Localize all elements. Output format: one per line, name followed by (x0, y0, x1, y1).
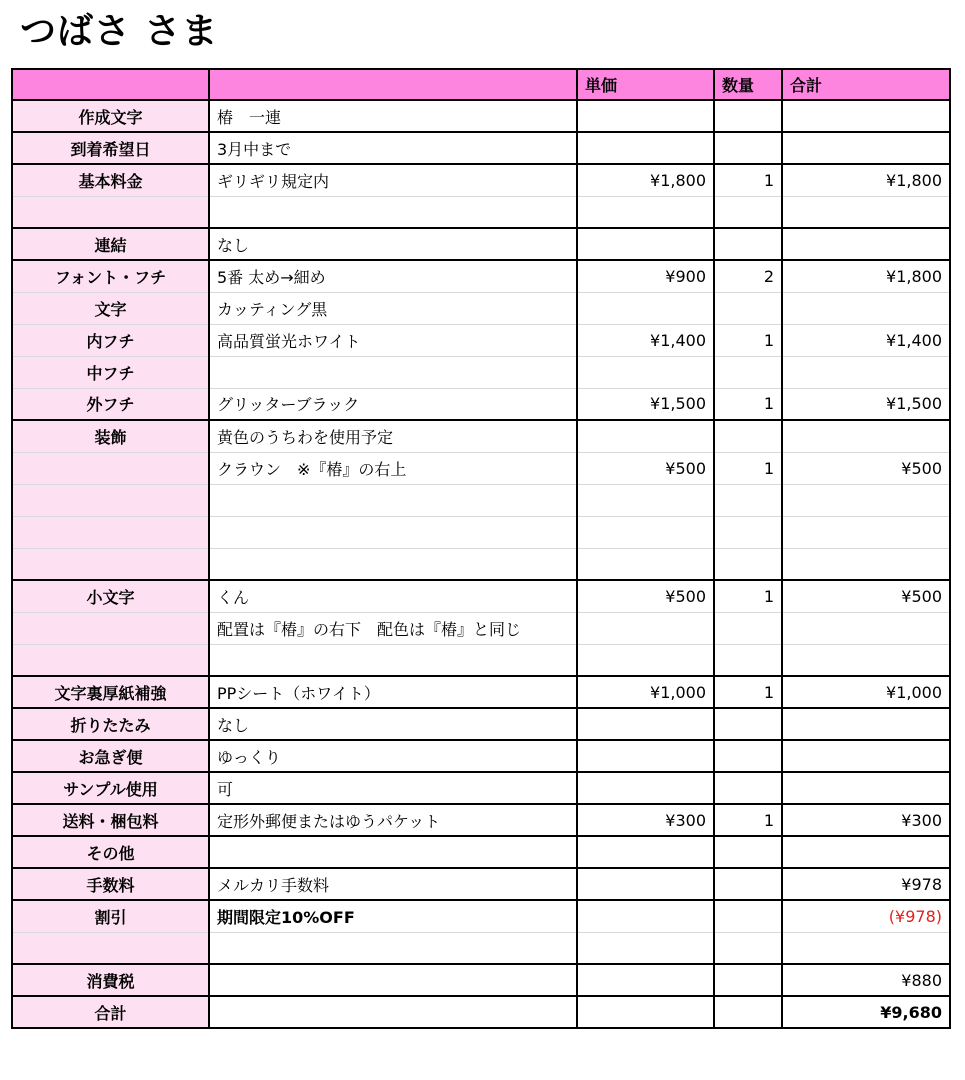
row-quantity (714, 548, 782, 580)
row-quantity (714, 420, 782, 452)
row-description: 椿 一連 (209, 100, 577, 132)
header-total: 合計 (782, 69, 950, 100)
table-row (12, 740, 950, 772)
row-description (209, 932, 577, 964)
row-description: メルカリ手数料 (209, 868, 577, 900)
row-label: その他 (12, 836, 209, 868)
table-row (12, 100, 950, 132)
row-description (209, 644, 577, 676)
row-label: 文字 (12, 292, 209, 324)
row-quantity: 1 (714, 324, 782, 356)
row-unit-price (577, 996, 714, 1028)
row-quantity (714, 356, 782, 388)
row-description: くん (209, 580, 577, 612)
row-description: ゆっくり (209, 740, 577, 772)
row-total: ¥1,500 (782, 388, 950, 420)
row-description: 期間限定10%OFF (209, 900, 577, 932)
table-row (12, 516, 950, 548)
row-label: お急ぎ便 (12, 740, 209, 772)
row-total (782, 196, 950, 228)
row-quantity (714, 132, 782, 164)
row-unit-price: ¥1,500 (577, 388, 714, 420)
row-quantity (714, 868, 782, 900)
row-unit-price (577, 356, 714, 388)
row-label: 合計 (12, 996, 209, 1028)
row-unit-price: ¥1,800 (577, 164, 714, 196)
row-unit-price (577, 900, 714, 932)
row-unit-price (577, 228, 714, 260)
row-description: 黄色のうちわを使用予定 (209, 420, 577, 452)
row-label: 消費税 (12, 964, 209, 996)
table-row (12, 996, 950, 1028)
table-row (12, 836, 950, 868)
row-description: 高品質蛍光ホワイト (209, 324, 577, 356)
row-label (12, 644, 209, 676)
table-row (12, 196, 950, 228)
row-unit-price: ¥900 (577, 260, 714, 292)
row-total (782, 292, 950, 324)
row-unit-price (577, 708, 714, 740)
row-quantity (714, 740, 782, 772)
row-unit-price (577, 772, 714, 804)
row-label (12, 932, 209, 964)
row-description: グリッターブラック (209, 388, 577, 420)
row-quantity (714, 100, 782, 132)
row-label: 基本料金 (12, 164, 209, 196)
row-description (209, 548, 577, 580)
row-total (782, 420, 950, 452)
row-label: 到着希望日 (12, 132, 209, 164)
row-label (12, 452, 209, 484)
header-row (12, 69, 950, 100)
row-quantity: 1 (714, 452, 782, 484)
row-quantity (714, 612, 782, 644)
row-unit-price: ¥1,400 (577, 324, 714, 356)
row-quantity: 1 (714, 388, 782, 420)
row-label: 手数料 (12, 868, 209, 900)
row-total: (¥978) (782, 900, 950, 932)
row-description (209, 836, 577, 868)
row-total (782, 612, 950, 644)
row-unit-price (577, 836, 714, 868)
row-label: フォント・フチ (12, 260, 209, 292)
row-label (12, 484, 209, 516)
row-description (209, 356, 577, 388)
table-row (12, 580, 950, 612)
table-row (12, 132, 950, 164)
row-unit-price (577, 132, 714, 164)
row-total (782, 228, 950, 260)
row-quantity: 1 (714, 804, 782, 836)
row-description: クラウン ※『椿』の右上 (209, 452, 577, 484)
table-row (12, 772, 950, 804)
row-label (12, 612, 209, 644)
row-unit-price (577, 196, 714, 228)
row-total: ¥978 (782, 868, 950, 900)
row-description (209, 964, 577, 996)
row-quantity (714, 516, 782, 548)
row-total: ¥1,000 (782, 676, 950, 708)
row-unit-price (577, 420, 714, 452)
row-description (209, 516, 577, 548)
row-description: 可 (209, 772, 577, 804)
row-quantity (714, 900, 782, 932)
table-row (12, 548, 950, 580)
table-row (12, 804, 950, 836)
row-unit-price (577, 868, 714, 900)
row-description: 定形外郵便またはゆうパケット (209, 804, 577, 836)
row-description (209, 196, 577, 228)
row-total (782, 100, 950, 132)
header-desc (209, 69, 577, 100)
row-quantity (714, 964, 782, 996)
table-row (12, 260, 950, 292)
row-description: カッティング黒 (209, 292, 577, 324)
quote-table (11, 68, 951, 1029)
row-total: ¥300 (782, 804, 950, 836)
row-unit-price: ¥500 (577, 580, 714, 612)
row-quantity (714, 228, 782, 260)
row-label (12, 548, 209, 580)
row-description: 3月中まで (209, 132, 577, 164)
row-unit-price (577, 484, 714, 516)
row-total: ¥500 (782, 452, 950, 484)
table-row (12, 964, 950, 996)
row-description: なし (209, 228, 577, 260)
row-description (209, 484, 577, 516)
row-label: 装飾 (12, 420, 209, 452)
table-row (12, 228, 950, 260)
table-row (12, 452, 950, 484)
row-total: ¥1,400 (782, 324, 950, 356)
row-total (782, 740, 950, 772)
row-total (782, 516, 950, 548)
row-total (782, 772, 950, 804)
row-label: 送料・梱包料 (12, 804, 209, 836)
row-total (782, 484, 950, 516)
row-label: 内フチ (12, 324, 209, 356)
row-total (782, 132, 950, 164)
table-row (12, 292, 950, 324)
table-row (12, 900, 950, 932)
row-total (782, 836, 950, 868)
row-description: PPシート（ホワイト） (209, 676, 577, 708)
row-unit-price (577, 100, 714, 132)
row-quantity: 2 (714, 260, 782, 292)
row-description: 配置は『椿』の右下 配色は『椿』と同じ (209, 612, 577, 644)
table-row (12, 324, 950, 356)
row-label: 小文字 (12, 580, 209, 612)
row-total (782, 644, 950, 676)
table-row (12, 932, 950, 964)
row-quantity (714, 484, 782, 516)
row-total: ¥500 (782, 580, 950, 612)
row-unit-price: ¥1,000 (577, 676, 714, 708)
row-label: 中フチ (12, 356, 209, 388)
row-unit-price (577, 516, 714, 548)
row-unit-price (577, 644, 714, 676)
row-label: 折りたたみ (12, 708, 209, 740)
table-row (12, 708, 950, 740)
page-title: つばさ さま (20, 11, 219, 52)
row-quantity (714, 708, 782, 740)
row-total: ¥1,800 (782, 164, 950, 196)
row-unit-price: ¥500 (577, 452, 714, 484)
row-quantity (714, 836, 782, 868)
row-label: サンプル使用 (12, 772, 209, 804)
row-label: 割引 (12, 900, 209, 932)
row-total: ¥880 (782, 964, 950, 996)
table-row (12, 420, 950, 452)
row-label: 連結 (12, 228, 209, 260)
header-label (12, 69, 209, 100)
row-total (782, 932, 950, 964)
row-total (782, 548, 950, 580)
table-row (12, 676, 950, 708)
row-description: 5番 太め→細め (209, 260, 577, 292)
row-total (782, 708, 950, 740)
row-quantity: 1 (714, 676, 782, 708)
row-quantity: 1 (714, 164, 782, 196)
table-row (12, 484, 950, 516)
row-total (782, 356, 950, 388)
table-row (12, 356, 950, 388)
row-quantity (714, 644, 782, 676)
row-unit-price (577, 964, 714, 996)
row-total: ¥9,680 (782, 996, 950, 1028)
table-row (12, 164, 950, 196)
row-quantity (714, 292, 782, 324)
row-label: 作成文字 (12, 100, 209, 132)
table-row (12, 644, 950, 676)
row-label (12, 196, 209, 228)
row-quantity: 1 (714, 580, 782, 612)
row-unit-price (577, 548, 714, 580)
row-unit-price: ¥300 (577, 804, 714, 836)
row-total: ¥1,800 (782, 260, 950, 292)
row-quantity (714, 196, 782, 228)
row-description: ギリギリ規定内 (209, 164, 577, 196)
row-description (209, 996, 577, 1028)
row-quantity (714, 996, 782, 1028)
row-quantity (714, 772, 782, 804)
row-unit-price (577, 740, 714, 772)
table-row (12, 612, 950, 644)
row-unit-price (577, 292, 714, 324)
header-price: 単価 (577, 69, 714, 100)
row-label (12, 516, 209, 548)
row-quantity (714, 932, 782, 964)
header-qty: 数量 (714, 69, 782, 100)
row-unit-price (577, 612, 714, 644)
row-description: なし (209, 708, 577, 740)
table-row (12, 868, 950, 900)
table-row (12, 388, 950, 420)
row-label: 外フチ (12, 388, 209, 420)
row-label: 文字裏厚紙補強 (12, 676, 209, 708)
row-unit-price (577, 932, 714, 964)
